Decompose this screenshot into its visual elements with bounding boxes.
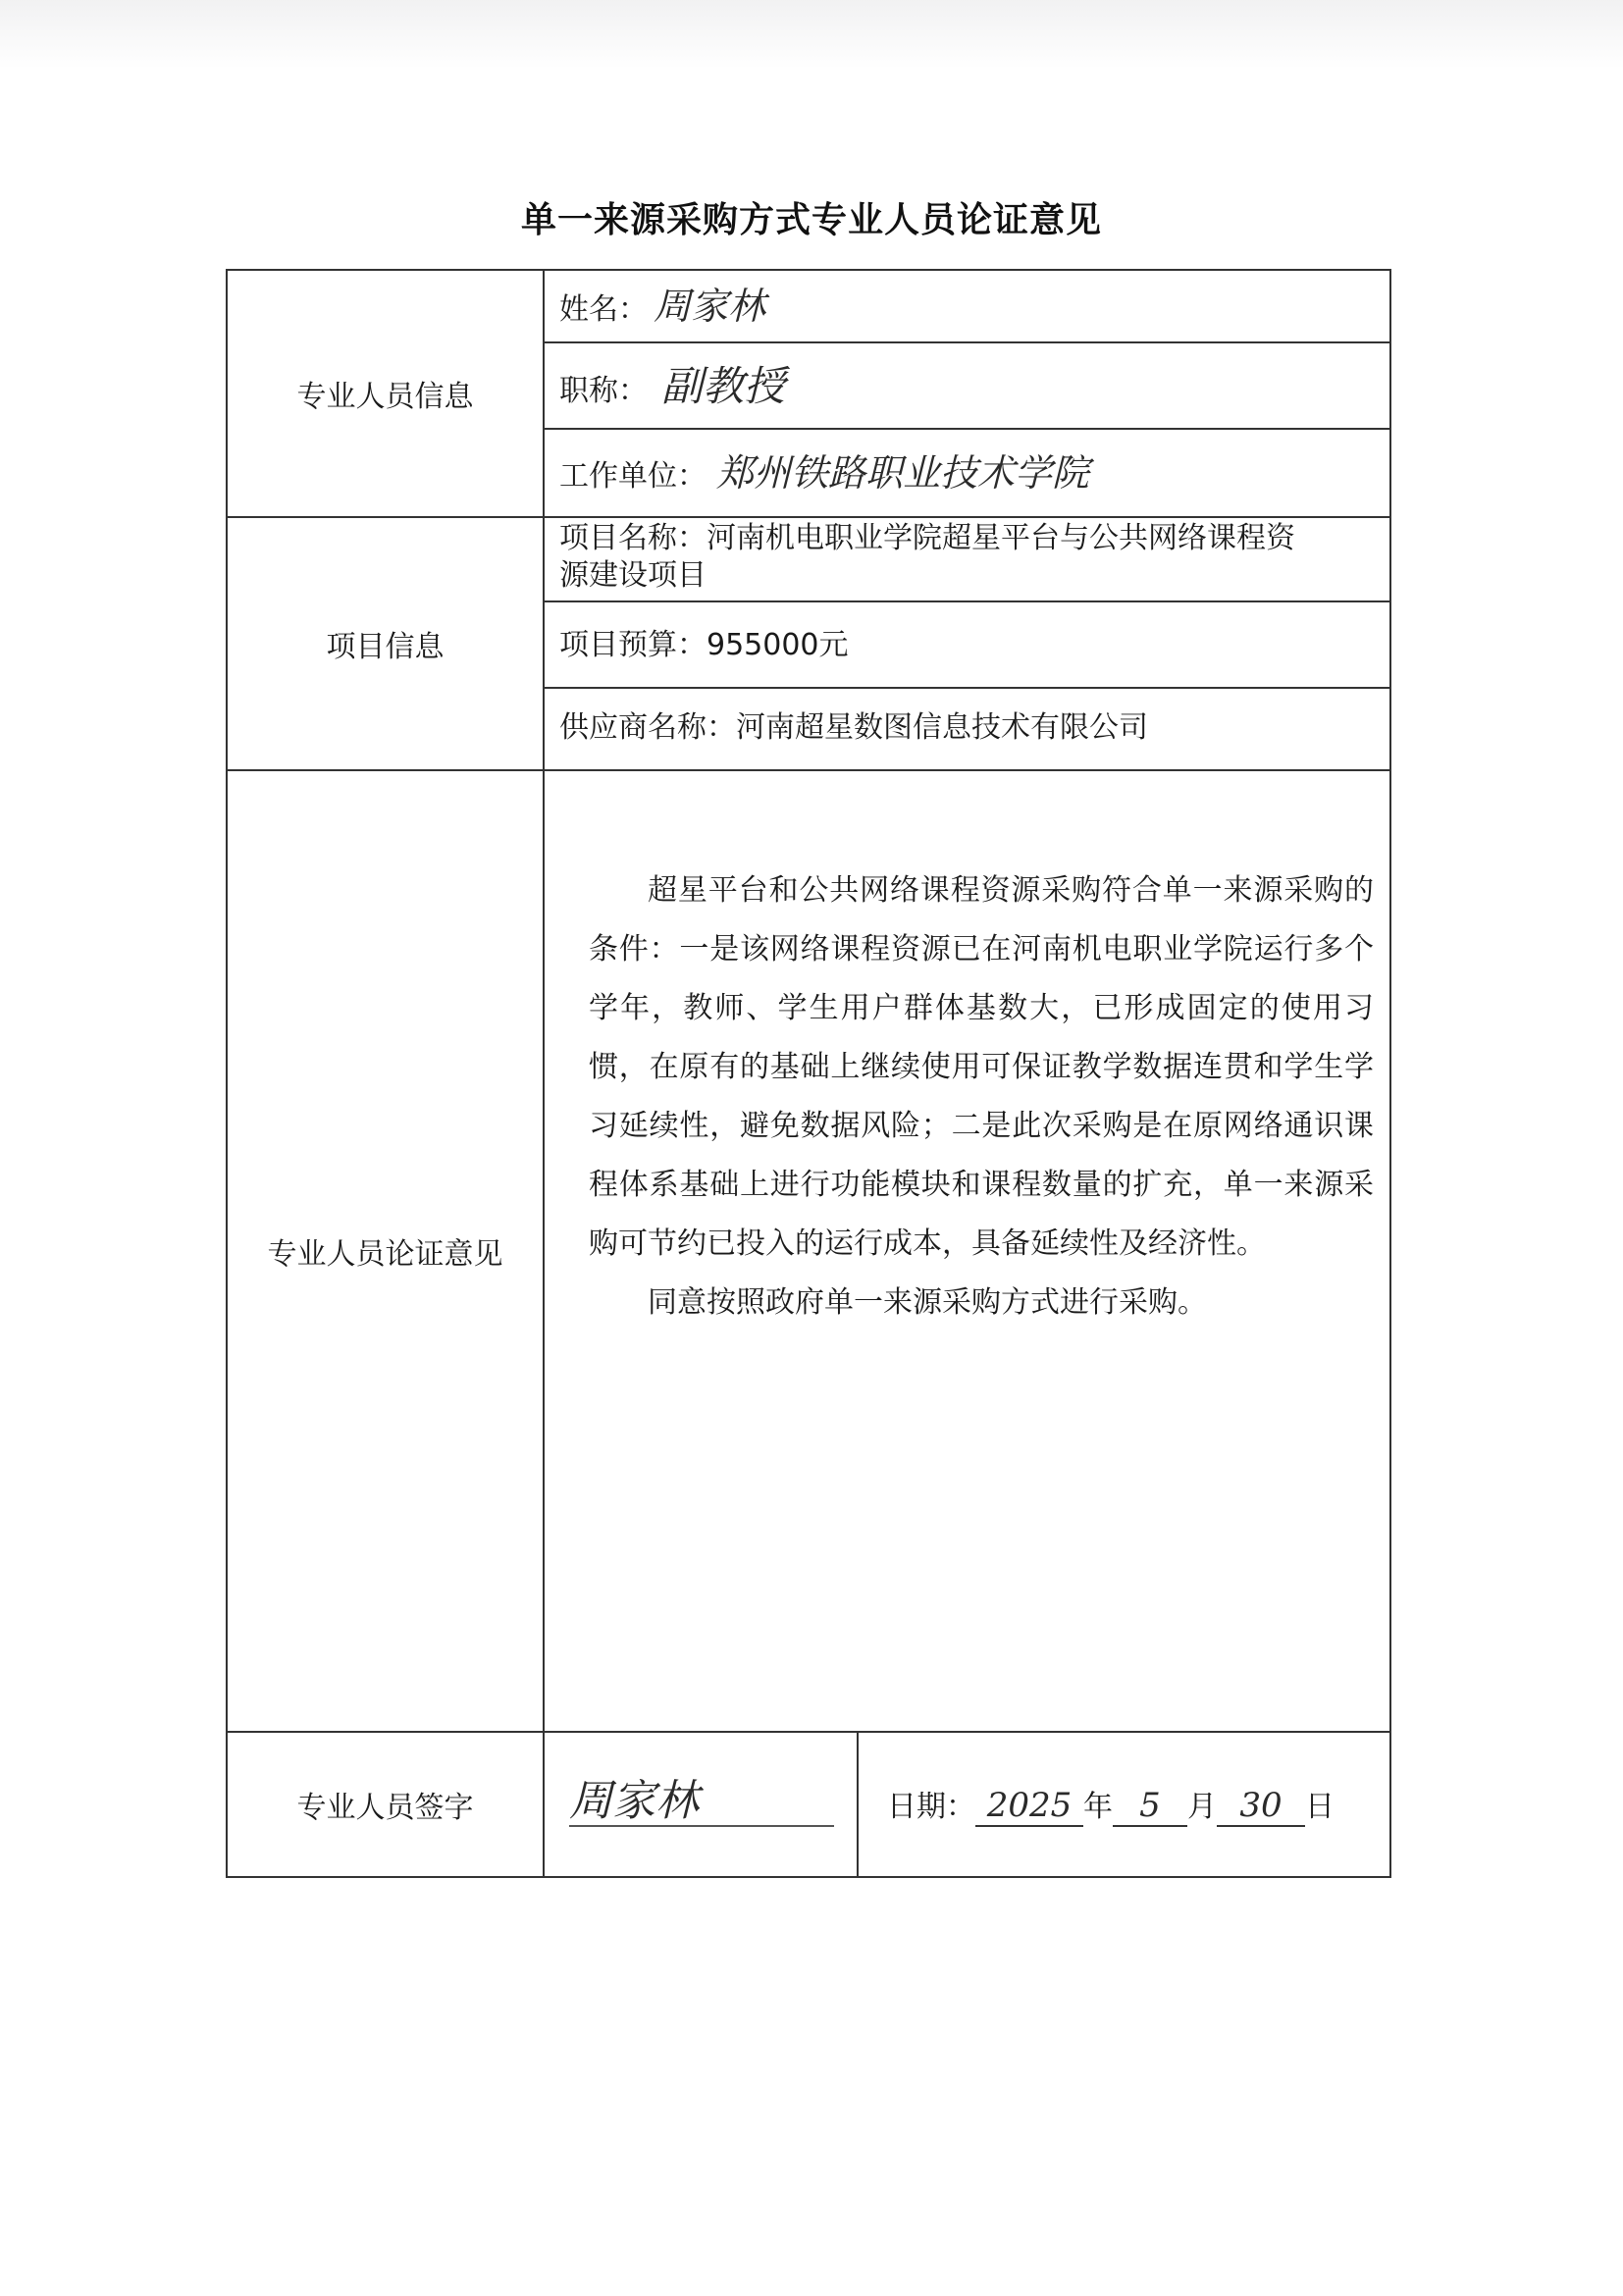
expert-signature: 周家林 — [569, 1782, 834, 1827]
date-day-unit: 日 — [1305, 1790, 1335, 1824]
date-label: 日期： — [887, 1790, 975, 1824]
job-title-row — [559, 362, 1384, 411]
organization-row — [559, 453, 1384, 496]
row-divider — [543, 600, 1391, 602]
date-year-unit: 年 — [1083, 1790, 1113, 1824]
project-budget: 项目预算：955000元 — [559, 628, 849, 662]
name-row — [559, 287, 1384, 330]
organization-label: 工作单位： — [559, 459, 707, 494]
name-label: 姓名： — [559, 292, 648, 327]
scan-artifact — [0, 0, 1623, 69]
organization-handwritten: 郑州铁路职业技术学院 — [716, 451, 1090, 495]
supplier-name: 供应商名称：河南超星数图信息技术有限公司 — [559, 710, 1148, 745]
expert-info-label: 专业人员信息 — [296, 380, 474, 414]
project-name-line-2: 源建设项目 — [559, 558, 707, 593]
date-month: 5 — [1113, 1786, 1187, 1827]
signature-divider — [857, 1731, 859, 1878]
row-divider — [543, 341, 1391, 343]
project-name-line-1: 项目名称：河南机电职业学院超星平台与公共网络课程资 — [559, 521, 1295, 555]
document-title: 单一来源采购方式专业人员论证意见 — [520, 200, 1102, 240]
expert-opinion-label: 专业人员论证意见 — [267, 1237, 503, 1272]
date-month-unit: 月 — [1187, 1790, 1217, 1824]
project-info-label: 项目信息 — [326, 630, 445, 664]
expert-signature-label: 专业人员签字 — [296, 1791, 474, 1825]
row-divider — [543, 687, 1391, 689]
name-handwritten: 周家林 — [654, 285, 766, 328]
date-year: 2025 — [975, 1786, 1083, 1827]
opinion-paragraph-2: 同意按照政府单一来源采购方式进行采购。 — [648, 1285, 1207, 1320]
opinion-paragraph-1: 超星平台和公共网络课程资源采购符合单一来源采购的条件：一是该网络课程资源已在河南机电职业学院运行多个学年，教师、学生用户群体基数大，已形成固定的使用习惯，在原有的基础上继续使用可保证教学数据连贯和学生学习延续性，避免数据风险；二是此次采购是在原网络通识课程体系基础上进行功能模块和课程数量的扩充，单一来源采购可节约已投入的运行成本，具备延续性及经济性。 — [589, 873, 1374, 1261]
row-divider — [543, 428, 1391, 430]
job-title-label: 职称： — [559, 374, 648, 408]
job-title-handwritten: 副教授 — [661, 362, 786, 410]
column-divider — [543, 269, 545, 1878]
project-name — [559, 520, 1384, 595]
expert-opinion-text — [589, 861, 1374, 1332]
date-row — [887, 1786, 1378, 1827]
date-day: 30 — [1217, 1786, 1305, 1827]
